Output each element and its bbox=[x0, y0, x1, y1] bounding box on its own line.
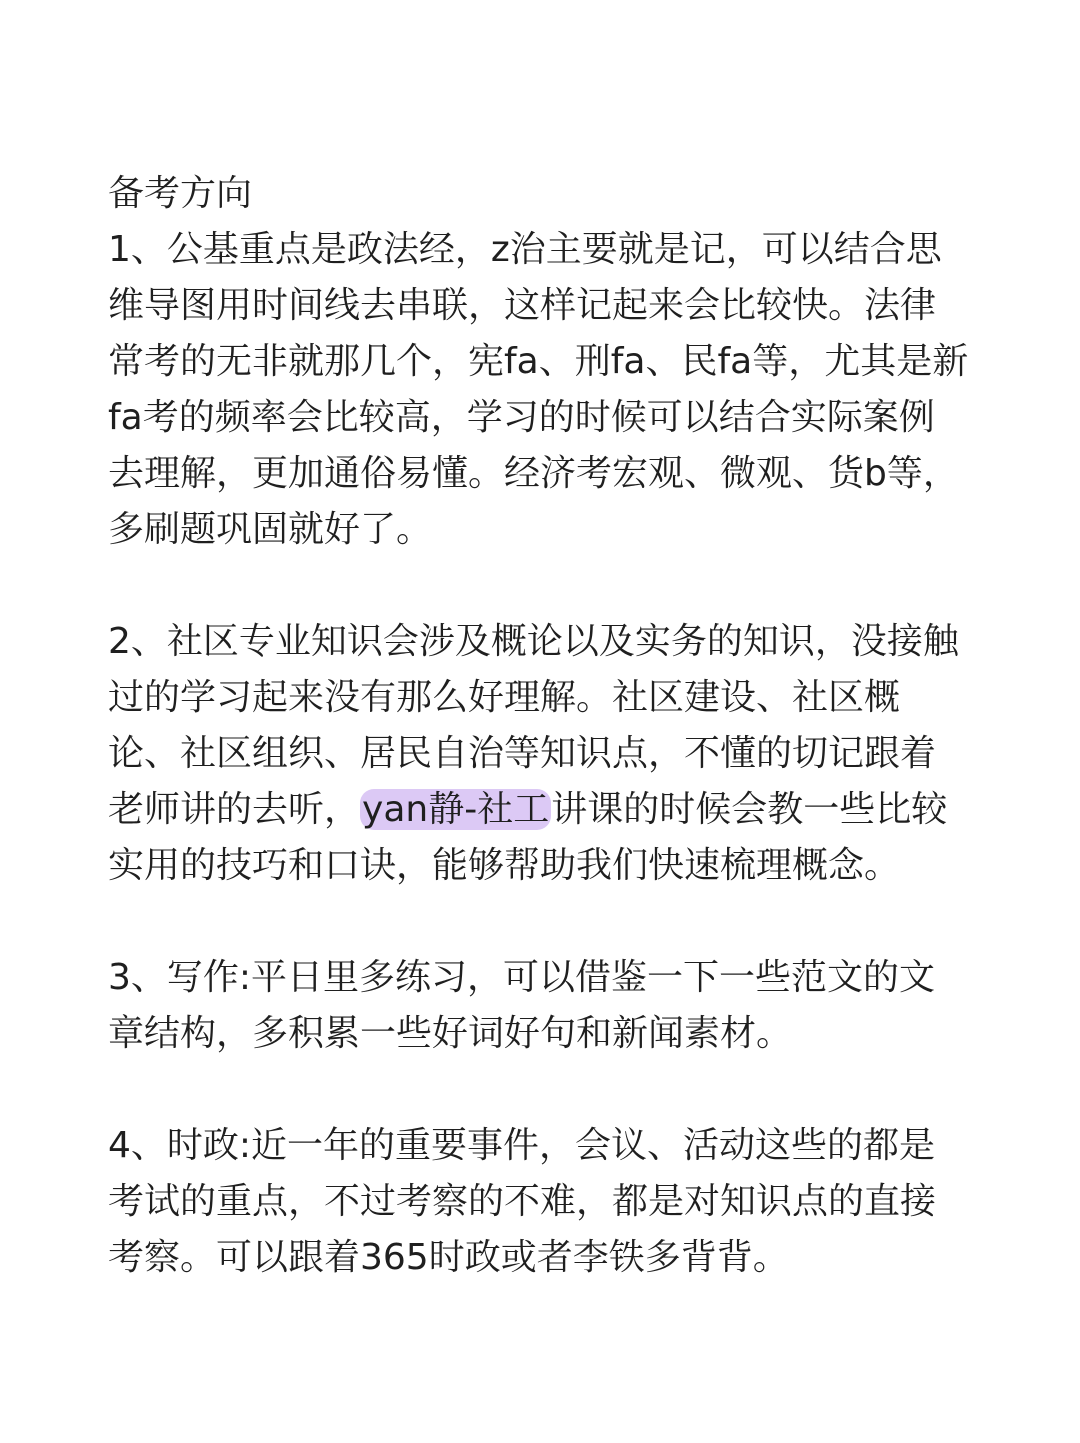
paragraph-line: 2、社区专业知识会涉及概论以及实务的知识，没接触 bbox=[108, 621, 959, 662]
paragraph-spacer bbox=[108, 558, 993, 614]
highlighted-teacher-name: yan静-社工 bbox=[362, 789, 550, 830]
paragraph-line: 章结构，多积累一些好词好句和新闻素材。 bbox=[108, 1013, 793, 1054]
paragraph-line: fa考的频率会比较高，学习的时候可以结合实际案例 bbox=[108, 397, 935, 438]
paragraph-line: 常考的无非就那几个，宪fa、刑fa、民fa等，尤其是新 bbox=[108, 341, 969, 382]
paragraph-line: 考试的重点，不过考察的不难，都是对知识点的直接 bbox=[108, 1181, 937, 1222]
paragraph-line: 3、写作:平日里多练习，可以借鉴一下一些范文的文 bbox=[108, 957, 936, 998]
section-1 bbox=[108, 222, 993, 558]
article-body bbox=[108, 166, 993, 1286]
line-text: 讲课的时候会教一些比较 bbox=[551, 789, 948, 830]
section-4 bbox=[108, 1118, 993, 1286]
section-2 bbox=[108, 614, 993, 894]
paragraph-spacer bbox=[108, 894, 993, 950]
article-heading: 备考方向 bbox=[108, 173, 253, 214]
paragraph-line: 4、时政:近一年的重要事件，会议、活动这些的都是 bbox=[108, 1125, 936, 1166]
line-text: 老师讲的去听， bbox=[108, 789, 361, 830]
paragraph-spacer bbox=[108, 1062, 993, 1118]
paragraph-line: 实用的技巧和口诀，能够帮助我们快速梳理概念。 bbox=[108, 845, 901, 886]
paragraph-line: 多刷题巩固就好了。 bbox=[108, 509, 433, 550]
paragraph-line: 去理解，更加通俗易懂。经济考宏观、微观、货b等， bbox=[108, 453, 959, 494]
paragraph-line: 考察。可以跟着365时政或者李铁多背背。 bbox=[108, 1237, 789, 1278]
paragraph-line bbox=[108, 782, 993, 838]
paragraph-line: 论、社区组织、居民自治等知识点，不懂的切记跟着 bbox=[108, 733, 937, 774]
paragraph-line: 1、公基重点是政法经，z治主要就是记，可以结合思 bbox=[108, 229, 942, 270]
paragraph-line: 过的学习起来没有那么好理解。社区建设、社区概 bbox=[108, 677, 901, 718]
section-3 bbox=[108, 950, 993, 1062]
paragraph-line: 维导图用时间线去串联，这样记起来会比较快。法律 bbox=[108, 285, 937, 326]
